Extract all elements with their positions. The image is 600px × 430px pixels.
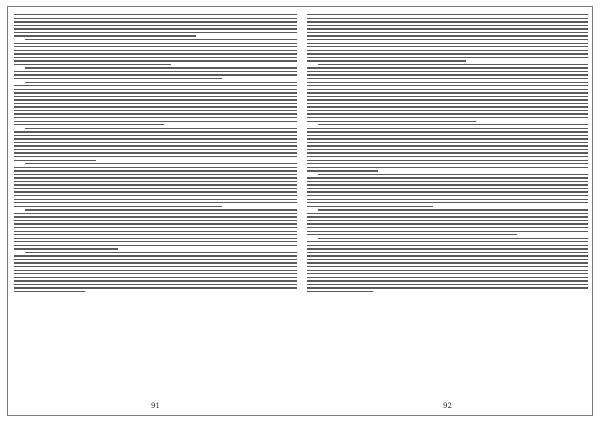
paragraph xyxy=(14,127,297,162)
paragraph xyxy=(307,123,588,173)
left-page-number: 91 xyxy=(151,402,160,410)
paragraph xyxy=(14,251,297,294)
paragraph xyxy=(307,208,588,236)
paragraph xyxy=(14,208,297,251)
paragraph xyxy=(14,66,297,80)
paragraph xyxy=(307,236,588,293)
paragraph xyxy=(14,162,297,208)
book-spread xyxy=(7,6,593,416)
text-line xyxy=(307,290,588,294)
paragraph xyxy=(307,63,588,123)
paragraph xyxy=(14,13,297,38)
paragraph xyxy=(14,80,297,126)
left-page-text xyxy=(14,13,297,397)
left-page xyxy=(14,13,297,411)
right-page-number: 92 xyxy=(443,402,452,410)
right-page-text xyxy=(307,13,588,397)
paragraph xyxy=(14,38,297,66)
paragraph xyxy=(307,173,588,208)
paragraph xyxy=(307,13,588,63)
right-page xyxy=(307,13,588,411)
text-line xyxy=(14,290,297,294)
